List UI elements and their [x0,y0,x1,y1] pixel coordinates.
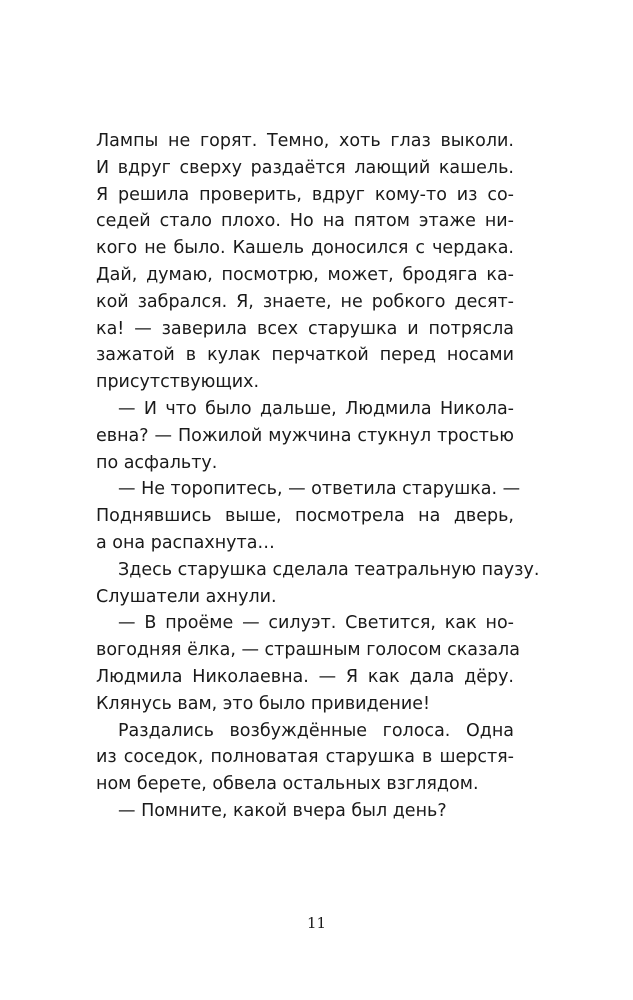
text-line: Раздались возбуждённые голоса. Одна [118,720,514,741]
text-line: кого не было. Кашель доносился с чердака. [96,238,514,259]
text-line: присутствующих. [96,372,260,393]
text-line: Я решила проверить, вдруг кому-то из со- [96,184,514,205]
text-line: Здесь старушка сделала театральную паузу. [118,559,540,580]
text-line: зажатой в кулак перчаткой перед носами [96,345,514,366]
text-line: Людмила Николаевна. — Я как дала дёру. [96,666,514,687]
text-line: ка! — заверила всех старушка и потрясла [96,318,514,339]
text-line: а она распахнута… [96,532,275,553]
text-line: Слушатели ахнули. [96,586,277,607]
text-line: по асфальту. [96,452,218,473]
text-line: вогодняя ёлка, — страшным голосом сказала [96,640,520,661]
text-line: Поднявшись выше, посмотрела на дверь, [96,506,514,527]
text-line: — В проёме — силуэт. Светится, как но- [118,613,514,634]
text-line: евна? — Пожилой мужчина стукнул тростью [96,425,514,446]
text-line: И вдруг сверху раздаётся лающий кашель. [96,157,514,178]
text-line: Лампы не горят. Темно, хоть глаз выколи. [96,131,514,151]
text-line: кой забрался. Я, знаете, не робкого десят- [96,291,514,312]
text-line: — Не торопитесь, — ответила старушка. — [118,479,521,500]
text-line: из соседок, полноватая старушка в шерстя- [96,747,514,768]
text-line: ном берете, обвела остальных взглядом. [96,774,479,795]
text-line: — И что было дальше, Людмила Никола- [118,398,514,419]
text-line: Дай, думаю, посмотрю, может, бродяга ка- [96,264,514,285]
body-text [96,128,540,825]
text-line: Клянусь вам, это было привидение! [96,693,431,714]
text-line: — Помните, какой вчера был день? [118,800,447,821]
text-line: седей стало плохо. Но на пятом этаже ни- [96,211,514,232]
page-number: 11 [306,914,327,932]
